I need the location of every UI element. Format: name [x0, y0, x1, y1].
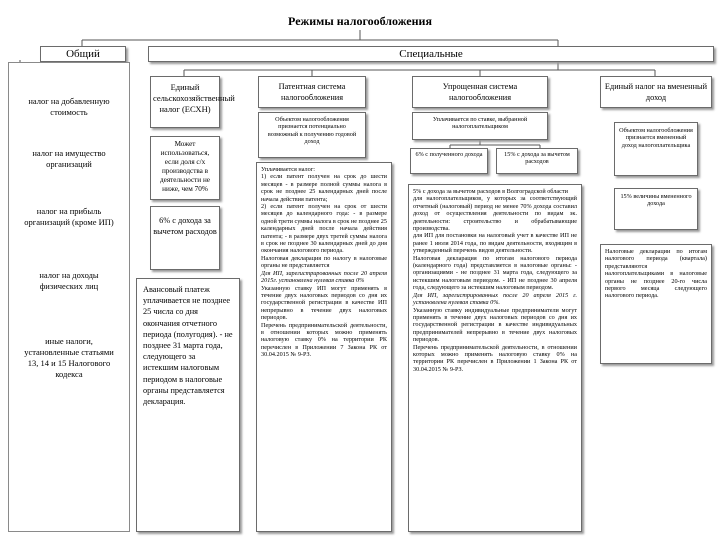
eshn-title: Единый сельскохозяйственный налог (ЕСХН) [150, 76, 220, 128]
patent-declaration: Налоговая декларация по налогу в налоговые органы не представляется [261, 254, 387, 270]
eshn-payment: Авансовый платеж уплачивается не позднее 25 числа со дня окончания отчетного периода (полугодия). - не позднее 31 марта года, следующего за истекшим налоговым периодом в налоговые органы представляется декларация. [136, 278, 240, 532]
general-item-profit-tax: налог на прибыль организаций (кроме ИП) [24, 206, 114, 227]
general-item-other-taxes: иные налоги, установленные статьями 13, 14 и 15 Налогового кодекса [24, 336, 114, 379]
usn-details-6: Указанную ставку индивидуальные предприниматели могут применять в течение двух налоговых периодов со дня их государственной регистрации в качестве индивидуальных предпринимателей непрерывно в течение двух налоговых периодов. [413, 306, 577, 344]
general-item-vat: налог на добавленную стоимость [28, 96, 110, 117]
usn-details-1: 5% с дохода за вычетом расходов в Волгоградской области [413, 188, 568, 195]
general-item-property-tax: налог на имущество организаций [32, 148, 106, 169]
usn-details-7: Перечень предпринимательской деятельности, в отношении которых можно применять налоговую ставку 0% на территории РК перечислен в Приложении 1 Закона РК от 30.04.2015 № 9-РЗ. [413, 343, 577, 373]
usn-title: Упрощенная система налогообложения [412, 76, 548, 108]
usn-note: Уплачивается по ставке, выбранной налогоплательщиком [412, 112, 548, 140]
patent-ip-rate: Указанную ставку ИП могут применять в течение двух налоговых периодов со дня их государственной регистрации в качестве ИП непрерывно в течение двух налоговых периодов. [261, 284, 387, 322]
patent-ip-zero-rate: Для ИП, зарегистрированных после 20 апреля 2015г. установлена нулевая ставка 0% [261, 269, 387, 285]
patent-payment-intro: Уплачивается налог: [261, 166, 315, 173]
eshn-who: Может использоваться, если доля с/х производства в деятельности не ниже, чем 70% [150, 136, 220, 200]
usn-rate-6: 6% с полученного дохода [410, 148, 488, 174]
patent-payment-1: 1) если патент получен на срок до шести месяцев - в размере полной суммы налога в срок не позднее 25 календарных дней после начала действия патента; [261, 173, 387, 203]
usn-details-5: Для ИП, зарегистрированных после 20 апреля 2015 г. установлена нулевая ставка 0%. [413, 291, 577, 307]
usn-details-3: для ИП для постановки на налоговый учет в качестве ИП не ранее 1 июля 2014 года, по видам деятельности, входящим в утвержденный перечень видов деятельности. [413, 232, 577, 255]
patent-details [256, 162, 392, 532]
patent-activity-list: Перечень предпринимательской деятельности, в отношении которых можно применять налоговую ставку 0% на территории РК перечислен в Приложении 7 Закона РК от 30.04.2015 № 9-РЗ. [261, 321, 387, 359]
usn-details-2: для налогоплательщиков, у которых за соответствующий отчетный (налоговый) период не менее 70% дохода составил доход от осуществления деятельности по видам эк. деятельности: строительство и обрабатывающие производства. [413, 195, 577, 233]
envd-rate: 15% величины вмененного дохода [614, 188, 698, 230]
patent-object: Объектом налогообложения признается потенциально возможный к получению годовой доход [258, 112, 366, 158]
usn-details-4: Налоговая декларация по итогам налогового периода (календарного года) представляется в налоговые органы: - организациями - не позднее 31 марта года, следующего за истекшим налоговым периодом. - ИП не позднее 30 апреля года, следующего за истекшим налоговым периодом. [413, 254, 577, 292]
special-header: Специальные [148, 46, 714, 62]
envd-object: Объектом налогообложения признается вмененный доход налогоплательщика [614, 122, 698, 176]
page-title: Режимы налогообложения [288, 14, 432, 28]
envd-title: Единый налог на вмененный доход [600, 76, 712, 108]
patent-payment-2: 2) если патент получен на срок от шести месяцев до календарного года: - в размере одной трети суммы налога в срок не позднее 25 календарных дней после начала действия патента; - в размере двух третей суммы налога в срок не позднее 30 календарных дней до дня окончания налогового периода. [261, 203, 387, 255]
eshn-rate: 6% с дохода за вычетом расходов [150, 206, 220, 270]
general-header: Общий [40, 46, 126, 62]
general-item-income-tax: налог на доходы физических лиц [39, 270, 99, 291]
envd-declaration: Налоговые декларации по итогам налогового периода (квартала) представляются налогоплательщиками в налоговые органы не позднее 20-го числа первого месяца следующего налогового периода. [600, 244, 712, 364]
usn-details [408, 184, 582, 532]
general-column [8, 62, 130, 532]
usn-rate-15: 15% с дохода за вычетом расходов [496, 148, 578, 174]
patent-title: Патентная система налогообложения [258, 76, 366, 108]
